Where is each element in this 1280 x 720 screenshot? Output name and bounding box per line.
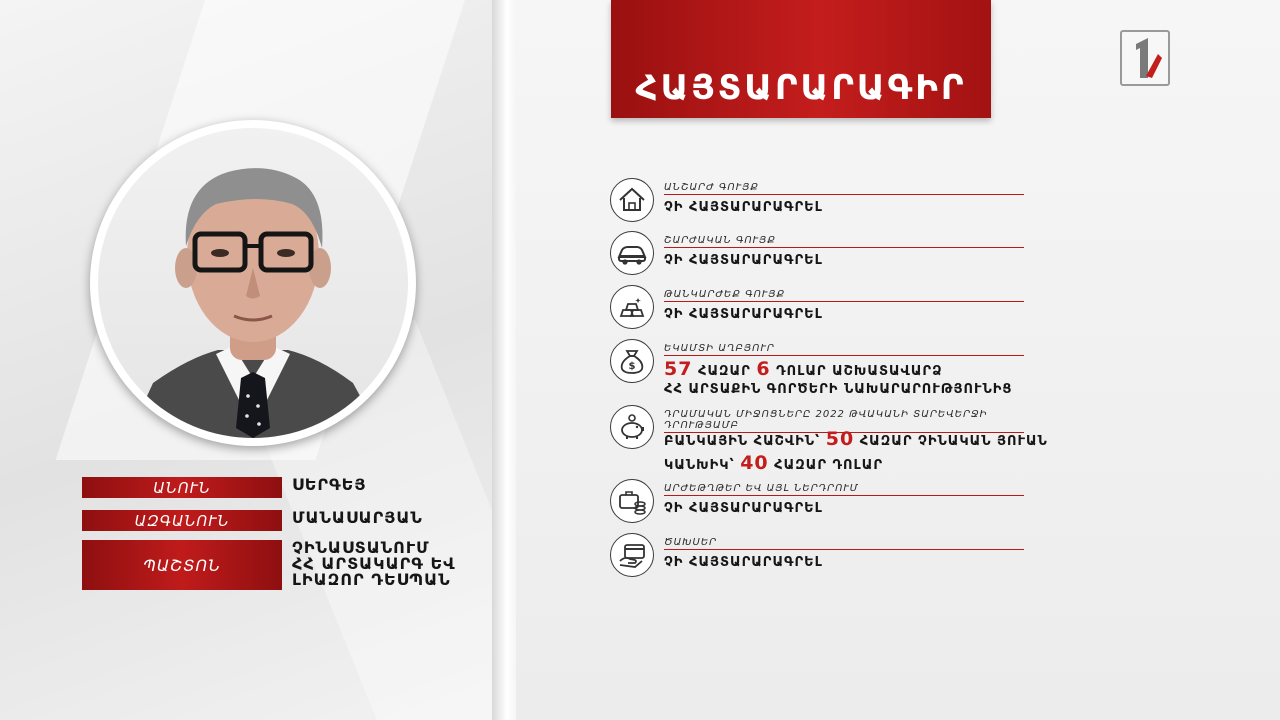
svg-text:$: $ [628, 361, 636, 372]
gold-bars-icon [610, 285, 654, 329]
position-label: ՊԱՇՏՈՆ [82, 540, 282, 590]
portrait-illustration [98, 128, 408, 438]
income-salary-text: ԴՈԼԱՐ ԱՇԽԱՏԱՎԱՐՁ [776, 364, 943, 379]
expenses-header: ԾԱԽՍԵՐ [664, 537, 1024, 550]
cash-label: ԿԱՆԽԻԿ՝ [664, 458, 735, 473]
briefcase-coins-icon [610, 479, 654, 523]
card-payment-icon [610, 533, 654, 577]
valuable-property-value: ՉԻ ՀԱՅՏԱՐԱՐԱԳՐԵԼ [664, 307, 823, 322]
cash-bank-line [664, 428, 1048, 450]
cash-header: ԴՐԱՄԱԿԱՆ ՄԻՋՈՑՆԵՐԸ 2022 ԹՎԱԿԱՆԻ ՏԱՐԵՎԵՐՋԻ ԴՐՈՒԹՅԱՄԲ [664, 409, 1024, 433]
position-value: ՉԻՆԱՍՏԱՆՈՒՄ ՀՀ ԱՐՏԱԿԱՐԳ ԵՎ ԼԻԱԶՈՐ ԴԵՍՊԱՆ [292, 538, 456, 589]
securities-header: ԱՐԺԵԹՂԹԵՐ ԵՎ ԱՅԼ ՆԵՐԴՐՈՒՄ [664, 483, 1024, 496]
real-estate-header: ԱՆՇԱՐԺ ԳՈՒՅՔ [664, 182, 1024, 195]
movable-property-header: ՇԱՐԺԱԿԱՆ ԳՈՒՅՔ [664, 235, 1024, 248]
title-banner [611, 0, 991, 118]
bank-amount: 50 [825, 428, 855, 450]
page-title: ՀԱՅՏԱՐԱՐԱԳԻՐ [635, 68, 967, 108]
expenses-value: ՉԻ ՀԱՅՏԱՐԱՐԱԳՐԵԼ [664, 555, 823, 570]
income-hundreds-amount: 6 [756, 358, 771, 380]
name-label: ԱՆՈՒՆ [82, 477, 282, 498]
real-estate-value: ՉԻ ՀԱՅՏԱՐԱՐԱԳՐԵԼ [664, 200, 823, 215]
income-line-1 [664, 358, 943, 380]
money-bag-icon [610, 339, 654, 383]
house-icon [610, 178, 654, 222]
bank-account-label: ԲԱՆԿԱՅԻՆ ՀԱՇՎԻՆ՝ [664, 434, 821, 449]
name-value: ՍԵՐԳԵՅ [292, 475, 367, 494]
cash-cash-line [664, 452, 883, 474]
valuable-property-header: ԹԱՆԿԱՐԺԵՔ ԳՈՒՅՔ [664, 289, 1024, 302]
income-header: ԵԿԱՄՏԻ ԱՂԲՅՈՒՐ [664, 343, 1024, 356]
movable-property-value: ՉԻ ՀԱՅՏԱՐԱՐԱԳՐԵԼ [664, 253, 823, 268]
left-panel [0, 0, 492, 720]
portrait-frame [90, 120, 416, 446]
securities-value: ՉԻ ՀԱՅՏԱՐԱՐԱԳՐԵԼ [664, 501, 823, 516]
income-thousands-amount: 57 [664, 358, 693, 380]
channel-1-logo-icon [1120, 30, 1170, 86]
piggy-bank-icon [610, 405, 654, 449]
bank-currency: ՀԱԶԱՐ ՉԻՆԱԿԱՆ ՅՈՒԱՆ [859, 434, 1048, 449]
surname-label: ԱԶԳԱՆՈՒՆ [82, 510, 282, 531]
income-source: ՀՀ ԱՐՏԱՔԻՆ ԳՈՐԾԵՐԻ ՆԱԽԱՐԱՐՈՒԹՅՈՒՆԻՑ [664, 382, 1013, 397]
surname-value: ՄԱՆԱՍԱՐՅԱՆ [292, 508, 423, 527]
income-thousand-word: ՀԱԶԱՐ [697, 364, 751, 379]
cash-amount: 40 [740, 452, 769, 474]
car-icon [610, 231, 654, 275]
page-divider [492, 0, 516, 720]
portrait-photo [98, 128, 408, 438]
cash-currency: ՀԱԶԱՐ ԴՈԼԱՐ [774, 458, 883, 473]
